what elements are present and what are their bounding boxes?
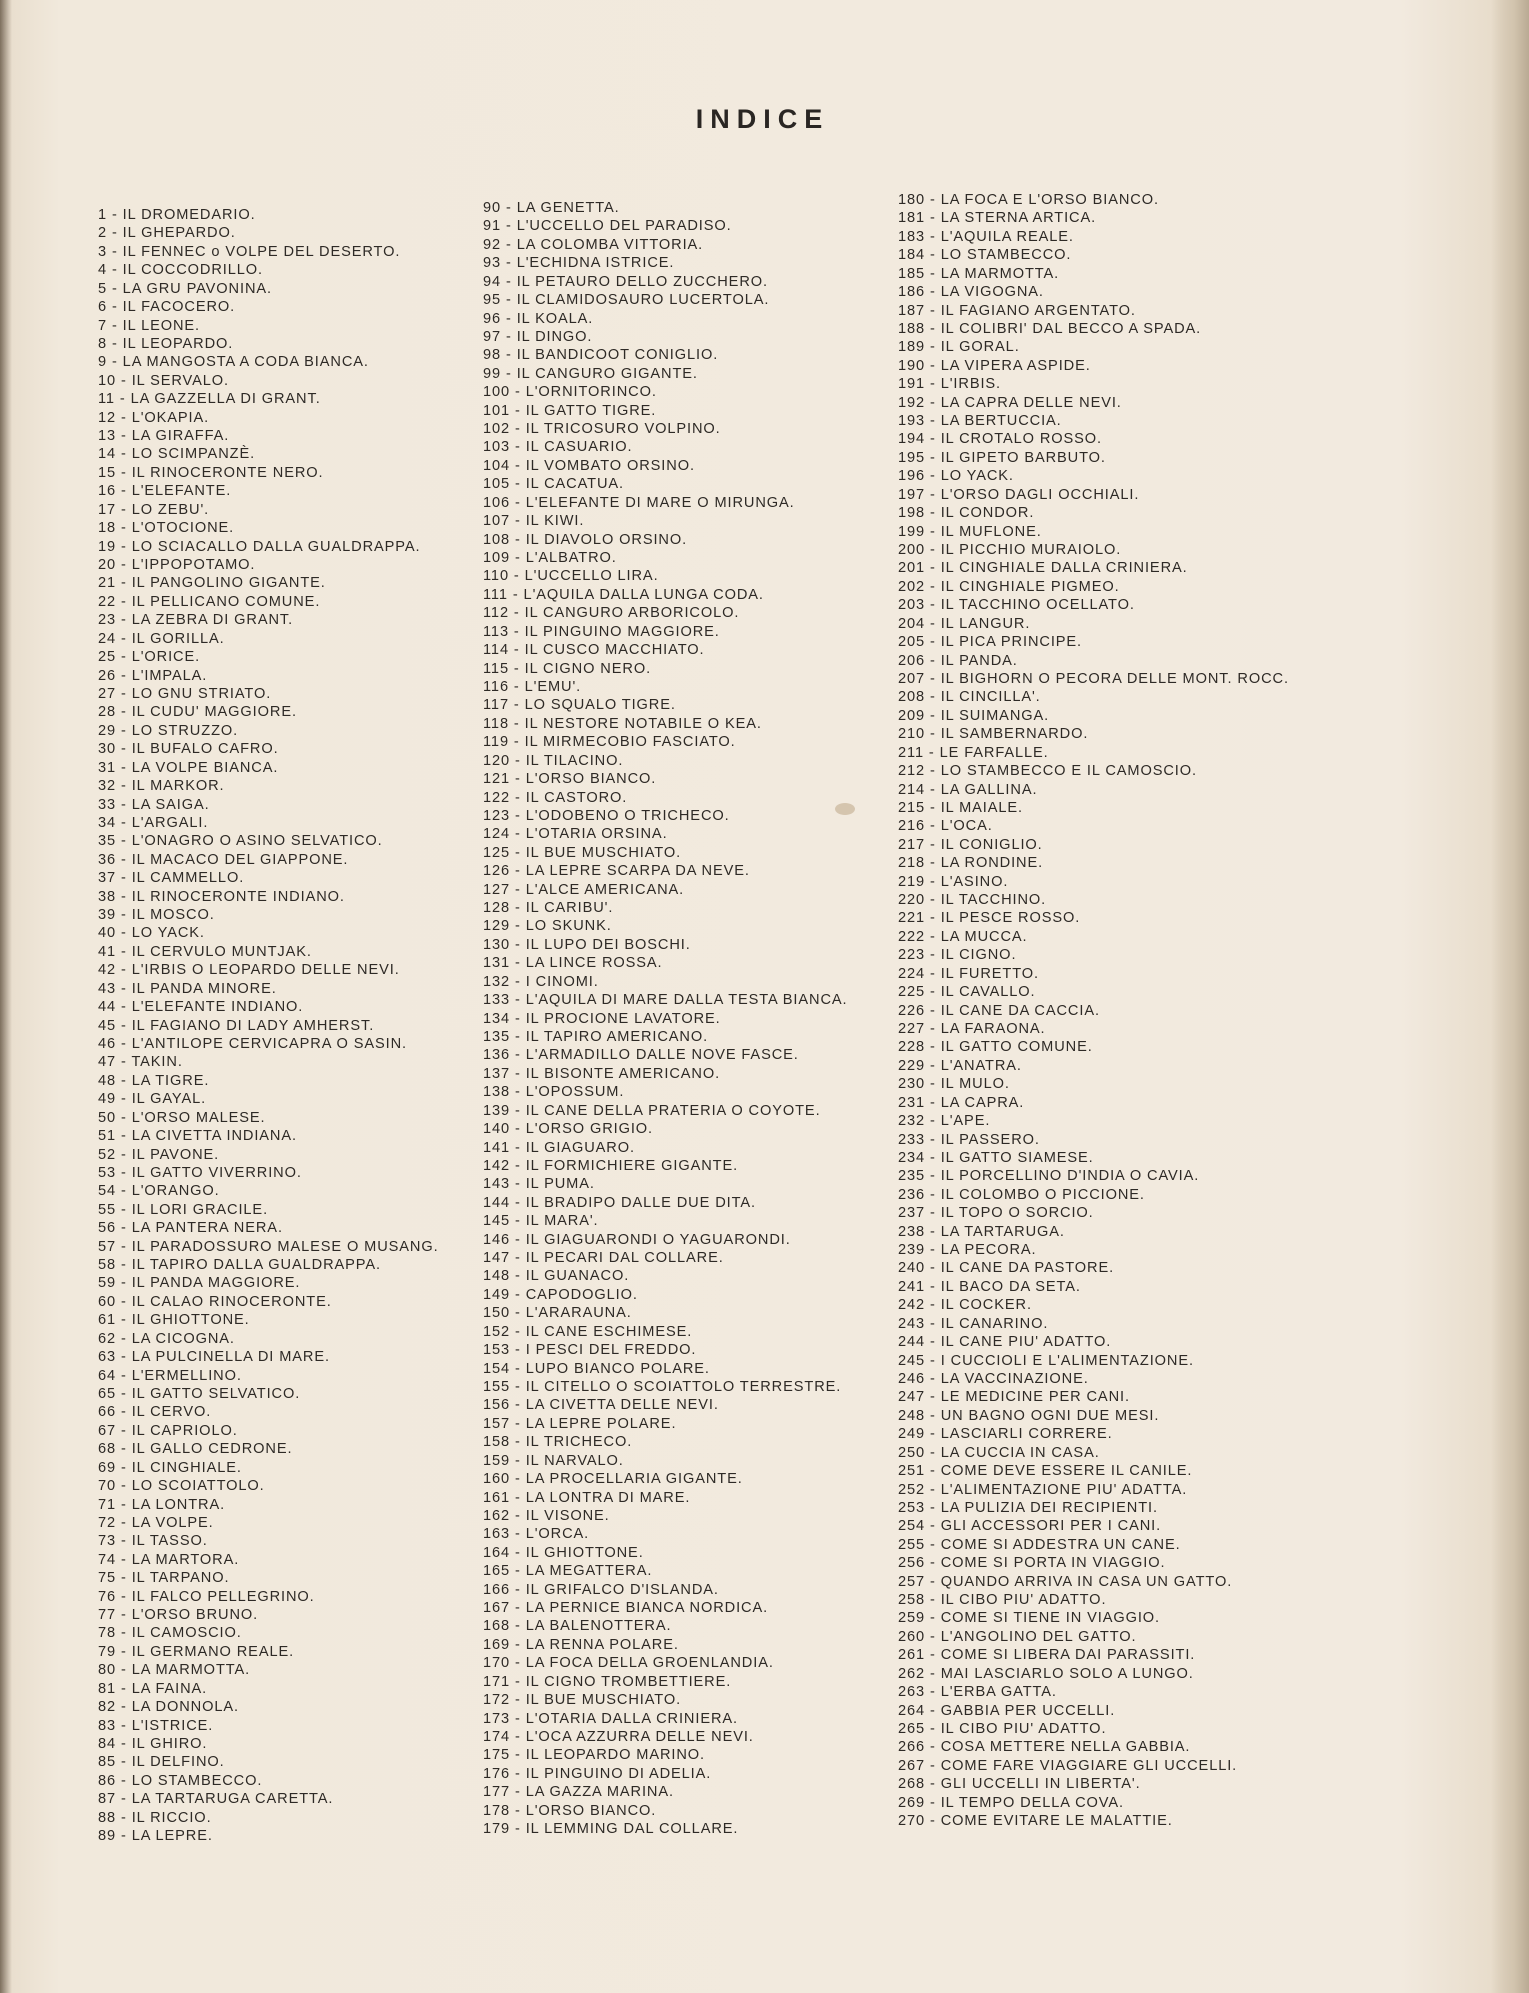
index-entry: 149 - CAPODOGLIO. (483, 1286, 638, 1303)
index-entry: 231 - LA CAPRA. (898, 1094, 1025, 1111)
index-entry: 5 - LA GRU PAVONINA. (98, 280, 272, 297)
index-entry: 173 - L'OTARIA DALLA CRINIERA. (483, 1710, 738, 1727)
index-entry: 75 - IL TARPANO. (98, 1570, 230, 1587)
index-entry: 268 - GLI UCCELLI IN LIBERTA'. (898, 1776, 1141, 1793)
index-entry: 196 - LO YACK. (898, 468, 1014, 485)
index-entry: 261 - COME SI LIBERA DAI PARASSITI. (898, 1647, 1196, 1664)
index-entry: 111 - L'AQUILA DALLA LUNGA CODA. (483, 586, 764, 603)
index-entry: 35 - L'ONAGRO O ASINO SELVATICO. (98, 833, 383, 850)
index-entry: 234 - IL GATTO SIAMESE. (898, 1149, 1094, 1166)
index-entry: 158 - IL TRICHECO. (483, 1434, 633, 1451)
index-entry: 40 - LO YACK. (98, 925, 205, 942)
index-entry: 264 - GABBIA PER UCCELLI. (898, 1702, 1116, 1719)
index-entry: 126 - LA LEPRE SCARPA DA NEVE. (483, 863, 750, 880)
index-entry: 87 - LA TARTARUGA CARETTA. (98, 1791, 334, 1808)
index-entry: 255 - COME SI ADDESTRA UN CANE. (898, 1536, 1181, 1553)
index-entry: 202 - IL CINGHIALE PIGMEO. (898, 578, 1120, 595)
index-entry: 1 - IL DROMEDARIO. (98, 207, 256, 223)
index-entry: 73 - IL TASSO. (98, 1533, 208, 1550)
index-entry: 220 - IL TACCHINO. (898, 892, 1047, 909)
index-entry: 37 - IL CAMMELLO. (98, 870, 245, 887)
page-title: INDICE (695, 104, 830, 134)
index-entry: 124 - L'OTARIA ORSINA. (483, 826, 668, 843)
index-entry: 57 - IL PARADOSSURO MALESE O MUSANG. (98, 1238, 439, 1255)
index-entry: 99 - IL CANGURO GIGANTE. (483, 365, 698, 382)
index-entry: 11 - LA GAZZELLA DI GRANT. (98, 391, 321, 408)
index-entry: 240 - IL CANE DA PASTORE. (898, 1260, 1115, 1277)
index-entry: 121 - L'ORSO BIANCO. (483, 771, 657, 788)
index-entry: 3 - IL FENNEC o VOLPE DEL DESERTO. (98, 243, 401, 260)
index-entry: 10 - IL SERVALO. (98, 372, 229, 389)
index-entry: 193 - LA BERTUCCIA. (898, 413, 1062, 430)
index-entry: 132 - I CINOMI. (483, 973, 599, 990)
index-entry: 4 - IL COCCODRILLO. (98, 262, 263, 279)
index-entry: 218 - LA RONDINE. (898, 855, 1044, 872)
index-entry: 66 - IL CERVO. (98, 1404, 212, 1421)
index-entry: 141 - IL GIAGUARO. (483, 1139, 635, 1156)
index-entry: 31 - LA VOLPE BIANCA. (98, 759, 279, 776)
index-entry: 30 - IL BUFALO CAFRO. (98, 741, 279, 758)
index-entry: 156 - LA CIVETTA DELLE NEVI. (483, 1397, 719, 1414)
index-entry: 105 - IL CACATUA. (483, 476, 625, 493)
index-entry: 77 - L'ORSO BRUNO. (98, 1607, 259, 1624)
index-entry: 209 - IL SUIMANGA. (898, 707, 1050, 724)
index-entry: 184 - LO STAMBECCO. (898, 247, 1072, 264)
index-entry: 223 - IL CIGNO. (898, 947, 1017, 964)
index-entry: 197 - L'ORSO DAGLI OCCHIALI. (898, 486, 1140, 503)
index-entry: 136 - L'ARMADILLO DALLE NOVE FASCE. (483, 1047, 799, 1064)
index-entry: 128 - IL CARIBU'. (483, 900, 614, 917)
index-entry: 219 - L'ASINO. (898, 873, 1009, 890)
index-entry: 185 - LA MARMOTTA. (898, 265, 1060, 282)
index-entry: 187 - IL FAGIANO ARGENTATO. (898, 302, 1136, 319)
index-entry: 53 - IL GATTO VIVERRINO. (98, 1164, 302, 1181)
index-entry: 263 - L'ERBA GATTA. (898, 1684, 1057, 1701)
index-entry: 160 - LA PROCELLARIA GIGANTE. (483, 1471, 743, 1488)
index-entry: 133 - L'AQUILA DI MARE DALLA TESTA BIANCA. (483, 992, 848, 1009)
index-entry: 165 - LA MEGATTERA. (483, 1563, 653, 1580)
index-entry: 233 - IL PASSERO. (898, 1131, 1040, 1148)
index-entry: 76 - IL FALCO PELLEGRINO. (98, 1588, 315, 1605)
index-entry: 150 - L'ARARAUNA. (483, 1305, 632, 1322)
index-entry: 90 - LA GENETTA. (483, 200, 620, 216)
index-entry: 47 - TAKIN. (98, 1054, 183, 1071)
index-entry: 216 - L'OCA. (898, 818, 993, 835)
index-entry: 249 - LASCIARLI CORRERE. (898, 1426, 1113, 1443)
index-entry: 200 - IL PICCHIO MURAIOLO. (898, 542, 1122, 559)
index-entry: 48 - LA TIGRE. (98, 1072, 210, 1089)
index-entry: 146 - IL GIAGUARONDI O YAGUARONDI. (483, 1231, 791, 1248)
index-entry: 229 - L'ANATRA. (898, 1057, 1022, 1074)
index-entry: 211 - LE FARFALLE. (898, 744, 1049, 761)
index-entry: 21 - IL PANGOLINO GIGANTE. (98, 575, 326, 592)
index-entry: 54 - L'ORANGO. (98, 1183, 220, 1200)
index-entry: 159 - IL NARVALO. (483, 1452, 624, 1469)
index-entry: 29 - LO STRUZZO. (98, 722, 239, 739)
index-entry: 42 - L'IRBIS O LEOPARDO DELLE NEVI. (98, 962, 400, 979)
index-entry: 129 - LO SKUNK. (483, 918, 612, 935)
index-entry: 176 - IL PINGUINO DI ADELIA. (483, 1765, 712, 1782)
index-entry: 265 - IL CIBO PIU' ADATTO. (898, 1721, 1107, 1738)
index-entry: 236 - IL COLOMBO O PICCIONE. (898, 1186, 1145, 1203)
index-entry: 157 - LA LEPRE POLARE. (483, 1415, 677, 1432)
index-entry: 28 - IL CUDU' MAGGIORE. (98, 704, 297, 721)
index-entry: 16 - L'ELEFANTE. (98, 483, 232, 500)
index-entry: 119 - IL MIRMECOBIO FASCIATO. (483, 734, 736, 751)
index-entry: 145 - IL MARA'. (483, 1213, 599, 1230)
index-entry: 204 - IL LANGUR. (898, 615, 1031, 632)
index-entry: 97 - IL DINGO. (483, 328, 593, 345)
index-entry: 270 - COME EVITARE LE MALATTIE. (898, 1813, 1173, 1830)
index-entry: 13 - LA GIRAFFA. (98, 428, 230, 445)
index-entry: 251 - COME DEVE ESSERE IL CANILE. (898, 1463, 1193, 1480)
index-column-2 (483, 199, 847, 1839)
index-entry: 94 - IL PETAURO DELLO ZUCCHERO. (483, 273, 768, 290)
index-entry: 221 - IL PESCE ROSSO. (898, 910, 1081, 927)
index-entry: 222 - LA MUCCA. (898, 928, 1028, 945)
index-entry: 266 - COSA METTERE NELLA GABBIA. (898, 1739, 1191, 1756)
index-entry: 6 - IL FACOCERO. (98, 299, 236, 316)
index-entry: 170 - LA FOCA DELLA GROENLANDIA. (483, 1655, 774, 1672)
index-entry: 43 - IL PANDA MINORE. (98, 980, 277, 997)
index-entry: 256 - COME SI PORTA IN VIAGGIO. (898, 1555, 1166, 1572)
index-entry: 34 - L'ARGALI. (98, 814, 209, 831)
index-entry: 226 - IL CANE DA CACCIA. (898, 1002, 1100, 1019)
index-entry: 227 - LA FARAONA. (898, 1020, 1046, 1037)
index-entry: 25 - L'ORICE. (98, 649, 201, 666)
index-entry: 199 - IL MUFLONE. (898, 523, 1042, 540)
index-entry: 98 - IL BANDICOOT CONIGLIO. (483, 347, 719, 364)
index-entry: 85 - IL DELFINO. (98, 1754, 225, 1771)
index-entry: 101 - IL GATTO TIGRE. (483, 402, 657, 419)
index-entry: 110 - L'UCCELLO LIRA. (483, 568, 659, 585)
index-entry: 171 - IL CIGNO TROMBETTIERE. (483, 1673, 732, 1690)
index-entry: 228 - IL GATTO COMUNE. (898, 1039, 1093, 1056)
index-entry: 130 - IL LUPO DEI BOSCHI. (483, 936, 691, 953)
index-entry: 139 - IL CANE DELLA PRATERIA O COYOTE. (483, 1102, 821, 1119)
index-entry: 140 - L'ORSO GRIGIO. (483, 1121, 654, 1138)
index-entry: 2 - IL GHEPARDO. (98, 225, 236, 242)
index-entry: 147 - IL PECARI DAL COLLARE. (483, 1250, 724, 1267)
index-entry: 56 - LA PANTERA NERA. (98, 1220, 283, 1237)
index-entry: 237 - IL TOPO O SORCIO. (898, 1205, 1094, 1222)
index-entry: 67 - IL CAPRIOLO. (98, 1422, 238, 1439)
index-column-1 (98, 206, 439, 1846)
index-entry: 100 - L'ORNITORINCO. (483, 384, 657, 401)
index-entry: 106 - L'ELEFANTE DI MARE O MIRUNGA. (483, 494, 795, 511)
index-entry: 114 - IL CUSCO MACCHIATO. (483, 642, 705, 659)
index-entry: 12 - L'OKAPIA. (98, 409, 210, 426)
index-entry: 188 - IL COLIBRI' DAL BECCO A SPADA. (898, 320, 1202, 337)
index-entry: 7 - IL LEONE. (98, 317, 200, 334)
index-entry: 84 - IL GHIRO. (98, 1736, 208, 1753)
index-entry: 269 - IL TEMPO DELLA COVA. (898, 1794, 1124, 1811)
index-entry: 33 - LA SAIGA. (98, 796, 210, 813)
index-entry: 169 - LA RENNA POLARE. (483, 1636, 679, 1653)
index-entry: 225 - IL CAVALLO. (898, 984, 1036, 1001)
index-entry: 70 - LO SCOIATTOLO. (98, 1478, 265, 1495)
index-entry: 89 - LA LEPRE. (98, 1828, 213, 1845)
index-entry: 116 - L'EMU'. (483, 678, 582, 695)
index-entry: 123 - L'ODOBENO O TRICHECO. (483, 807, 730, 824)
index-entry: 115 - IL CIGNO NERO. (483, 660, 652, 677)
index-entry: 262 - MAI LASCIARLO SOLO A LUNGO. (898, 1665, 1194, 1682)
index-entry: 172 - IL BUE MUSCHIATO. (483, 1692, 682, 1709)
index-entry: 232 - L'APE. (898, 1113, 991, 1130)
index-entry: 122 - IL CASTORO. (483, 789, 628, 806)
index-entry: 259 - COME SI TIENE IN VIAGGIO. (898, 1610, 1160, 1627)
index-entry: 241 - IL BACO DA SETA. (898, 1278, 1081, 1295)
index-entry: 20 - L'IPPOPOTAMO. (98, 557, 256, 574)
index-entry: 253 - LA PULIZIA DEI RECIPIENTI. (898, 1499, 1158, 1516)
index-entry: 38 - IL RINOCERONTE INDIANO. (98, 888, 345, 905)
index-entry: 112 - IL CANGURO ARBORICOLO. (483, 605, 740, 622)
index-entry: 164 - IL GHIOTTONE. (483, 1544, 644, 1561)
index-entry: 183 - L'AQUILA REALE. (898, 228, 1074, 245)
index-entry: 143 - IL PUMA. (483, 1176, 595, 1193)
index-entry: 203 - IL TACCHINO OCELLATO. (898, 597, 1135, 614)
index-entry: 45 - IL FAGIANO DI LADY AMHERST. (98, 1017, 375, 1034)
index-entry: 210 - IL SAMBERNARDO. (898, 726, 1089, 743)
index-entry: 59 - IL PANDA MAGGIORE. (98, 1275, 301, 1292)
index-entry: 207 - IL BIGHORN O PECORA DELLE MONT. ROCC. (898, 670, 1289, 687)
index-entry: 190 - LA VIPERA ASPIDE. (898, 357, 1091, 374)
index-entry: 154 - LUPO BIANCO POLARE. (483, 1360, 710, 1377)
index-entry: 246 - LA VACCINAZIONE. (898, 1371, 1089, 1387)
index-entry: 174 - L'OCA AZZURRA DELLE NEVI. (483, 1729, 754, 1746)
index-entry: 206 - IL PANDA. (898, 652, 1018, 669)
index-entry: 109 - L'ALBATRO. (483, 550, 617, 567)
index-entry: 257 - QUANDO ARRIVA IN CASA UN GATTO. (898, 1573, 1233, 1590)
index-entry: 15 - IL RINOCERONTE NERO. (98, 464, 324, 481)
index-entry: 51 - LA CIVETTA INDIANA. (98, 1128, 297, 1145)
index-entry: 243 - IL CANARINO. (898, 1315, 1049, 1332)
index-entry: 230 - IL MULO. (898, 1076, 1010, 1093)
index-entry: 64 - L'ERMELLINO. (98, 1367, 242, 1384)
index-column-3 (898, 191, 1289, 1831)
index-entry: 194 - IL CROTALO ROSSO. (898, 431, 1102, 448)
index-entry: 144 - IL BRADIPO DALLE DUE DITA. (483, 1194, 756, 1211)
index-entry: 254 - GLI ACCESSORI PER I CANI. (898, 1518, 1162, 1535)
index-entry: 117 - LO SQUALO TIGRE. (483, 697, 676, 714)
index-entry: 79 - IL GERMANO REALE. (98, 1643, 295, 1660)
index-entry: 153 - I PESCI DEL FREDDO. (483, 1342, 697, 1359)
index-entry: 148 - IL GUANACO. (483, 1268, 630, 1285)
index-entry: 260 - L'ANGOLINO DEL GATTO. (898, 1628, 1137, 1645)
index-entry: 178 - L'ORSO BIANCO. (483, 1802, 657, 1819)
index-entry: 250 - LA CUCCIA IN CASA. (898, 1444, 1100, 1461)
index-entry: 22 - IL PELLICANO COMUNE. (98, 593, 321, 610)
index-entry: 8 - IL LEOPARDO. (98, 335, 234, 352)
index-entry: 65 - IL GATTO SELVATICO. (98, 1386, 301, 1402)
index-entry: 180 - LA FOCA E L'ORSO BIANCO. (898, 192, 1159, 208)
index-entry: 138 - L'OPOSSUM. (483, 1084, 625, 1101)
index-entry: 82 - LA DONNOLA. (98, 1699, 239, 1716)
index-entry: 74 - LA MARTORA. (98, 1551, 240, 1568)
index-entry: 118 - IL NESTORE NOTABILE O KEA. (483, 715, 762, 732)
index-entry: 78 - IL CAMOSCIO. (98, 1625, 242, 1642)
index-entry: 134 - IL PROCIONE LAVATORE. (483, 1010, 721, 1027)
index-entry: 27 - LO GNU STRIATO. (98, 685, 272, 702)
index-entry: 88 - IL RICCIO. (98, 1809, 212, 1826)
index-entry: 244 - IL CANE PIU' ADATTO. (898, 1334, 1112, 1351)
index-entry: 215 - IL MAIALE. (898, 799, 1023, 816)
index-entry: 102 - IL TRICOSURO VOLPINO. (483, 421, 721, 438)
index-entry: 212 - LO STAMBECCO E IL CAMOSCIO. (898, 763, 1197, 780)
index-entry: 142 - IL FORMICHIERE GIGANTE. (483, 1157, 739, 1174)
index-entry: 155 - IL CITELLO O SCOIATTOLO TERRESTRE. (483, 1379, 842, 1395)
index-entry: 120 - IL TILACINO. (483, 752, 624, 769)
index-entry: 224 - IL FURETTO. (898, 965, 1039, 982)
index-entry: 267 - COME FARE VIAGGIARE GLI UCCELLI. (898, 1757, 1238, 1774)
index-entry: 52 - IL PAVONE. (98, 1146, 220, 1163)
index-entry: 217 - IL CONIGLIO. (898, 836, 1043, 853)
index-entry: 9 - LA MANGOSTA A CODA BIANCA. (98, 354, 369, 371)
index-entry: 195 - IL GIPETO BARBUTO. (898, 449, 1106, 466)
index-entry: 177 - LA GAZZA MARINA. (483, 1784, 674, 1801)
index-entry: 32 - IL MARKOR. (98, 778, 225, 795)
index-entry: 214 - LA GALLINA. (898, 781, 1038, 798)
index-entry: 238 - LA TARTARUGA. (898, 1223, 1065, 1240)
index-entry: 208 - IL CINCILLA'. (898, 689, 1041, 706)
index-entry: 81 - LA FAINA. (98, 1680, 208, 1697)
index-entry: 175 - IL LEOPARDO MARINO. (483, 1747, 706, 1764)
index-entry: 163 - L'ORCA. (483, 1526, 590, 1543)
index-entry: 80 - LA MARMOTTA. (98, 1662, 251, 1679)
index-entry: 245 - I CUCCIOLI E L'ALIMENTAZIONE. (898, 1352, 1194, 1369)
index-entry: 252 - L'ALIMENTAZIONE PIU' ADATTA. (898, 1481, 1188, 1498)
page-edge-shadow (1491, 0, 1529, 1993)
index-entry: 137 - IL BISONTE AMERICANO. (483, 1065, 721, 1082)
index-entry: 108 - IL DIAVOLO ORSINO. (483, 531, 688, 548)
index-entry: 247 - LE MEDICINE PER CANI. (898, 1389, 1130, 1406)
index-entry: 191 - L'IRBIS. (898, 376, 1001, 393)
index-entry: 49 - IL GAYAL. (98, 1091, 207, 1108)
index-entry: 39 - IL MOSCO. (98, 907, 215, 924)
index-entry: 86 - LO STAMBECCO. (98, 1772, 263, 1789)
index-entry: 192 - LA CAPRA DELLE NEVI. (898, 394, 1122, 411)
index-entry: 167 - LA PERNICE BIANCA NORDICA. (483, 1600, 769, 1617)
index-entry: 186 - LA VIGOGNA. (898, 284, 1044, 301)
index-entry: 50 - L'ORSO MALESE. (98, 1109, 266, 1126)
index-entry: 248 - UN BAGNO OGNI DUE MESI. (898, 1407, 1160, 1424)
index-entry: 104 - IL VOMBATO ORSINO. (483, 457, 695, 474)
index-entry: 168 - LA BALENOTTERA. (483, 1618, 672, 1635)
index-entry: 201 - IL CINGHIALE DALLA CRINIERA. (898, 560, 1188, 577)
index-entry: 189 - IL GORAL. (898, 339, 1020, 356)
index-entry: 95 - IL CLAMIDOSAURO LUCERTOLA. (483, 292, 770, 309)
index-entry: 14 - LO SCIMPANZÈ. (98, 446, 256, 463)
index-entry: 131 - LA LINCE ROSSA. (483, 955, 663, 972)
index-entry: 83 - L'ISTRICE. (98, 1717, 214, 1734)
index-entry: 92 - LA COLOMBA VITTORIA. (483, 236, 704, 253)
index-entry: 239 - LA PECORA. (898, 1242, 1037, 1259)
index-entry: 135 - IL TAPIRO AMERICANO. (483, 1028, 709, 1045)
index-entry: 36 - IL MACACO DEL GIAPPONE. (98, 851, 349, 868)
index-entry: 166 - IL GRIFALCO D'ISLANDA. (483, 1581, 719, 1598)
index-entry: 162 - IL VISONE. (483, 1507, 610, 1524)
index-entry: 152 - IL CANE ESCHIMESE. (483, 1323, 693, 1340)
index-entry: 179 - IL LEMMING DAL COLLARE. (483, 1821, 739, 1838)
index-entry: 69 - IL CINGHIALE. (98, 1459, 242, 1476)
index-entry: 44 - L'ELEFANTE INDIANO. (98, 999, 304, 1016)
index-entry: 235 - IL PORCELLINO D'INDIA O CAVIA. (898, 1168, 1200, 1185)
binding-gutter (0, 0, 12, 1993)
index-entry: 242 - IL COCKER. (898, 1297, 1032, 1314)
index-entry: 71 - LA LONTRA. (98, 1496, 226, 1513)
index-entry: 60 - IL CALAO RINOCERONTE. (98, 1293, 332, 1310)
index-entry: 41 - IL CERVULO MUNTJAK. (98, 943, 312, 960)
index-entry: 55 - IL LORI GRACILE. (98, 1201, 269, 1218)
index-entry: 58 - IL TAPIRO DALLA GUALDRAPPA. (98, 1257, 381, 1274)
index-entry: 96 - IL KOALA. (483, 310, 594, 327)
index-entry: 46 - L'ANTILOPE CERVICAPRA O SASIN. (98, 1035, 407, 1052)
index-entry: 113 - IL PINGUINO MAGGIORE. (483, 623, 720, 640)
index-entry: 23 - LA ZEBRA DI GRANT. (98, 612, 294, 629)
index-entry: 17 - LO ZEBU'. (98, 501, 210, 518)
index-entry: 205 - IL PICA PRINCIPE. (898, 634, 1082, 651)
index-entry: 68 - IL GALLO CEDRONE. (98, 1441, 293, 1458)
index-entry: 125 - IL BUE MUSCHIATO. (483, 844, 682, 861)
index-entry: 93 - L'ECHIDNA ISTRICE. (483, 255, 675, 272)
index-entry: 72 - LA VOLPE. (98, 1514, 214, 1531)
index-entry: 24 - IL GORILLA. (98, 630, 225, 647)
index-entry: 107 - IL KIWI. (483, 513, 585, 530)
index-entry: 198 - IL CONDOR. (898, 505, 1035, 522)
index-entry: 19 - LO SCIACALLO DALLA GUALDRAPPA. (98, 538, 421, 555)
index-entry: 62 - LA CICOGNA. (98, 1330, 235, 1347)
index-entry: 61 - IL GHIOTTONE. (98, 1312, 250, 1329)
index-entry: 181 - LA STERNA ARTICA. (898, 210, 1097, 227)
index-entry: 91 - L'UCCELLO DEL PARADISO. (483, 218, 732, 235)
index-entry: 258 - IL CIBO PIU' ADATTO. (898, 1592, 1107, 1609)
index-entry: 26 - L'IMPALA. (98, 667, 208, 684)
index-entry: 18 - L'OTOCIONE. (98, 520, 235, 537)
index-entry: 161 - LA LONTRA DI MARE. (483, 1489, 691, 1506)
index-entry: 127 - L'ALCE AMERICANA. (483, 881, 685, 898)
index-entry: 63 - LA PULCINELLA DI MARE. (98, 1349, 330, 1366)
index-entry: 103 - IL CASUARIO. (483, 439, 633, 456)
